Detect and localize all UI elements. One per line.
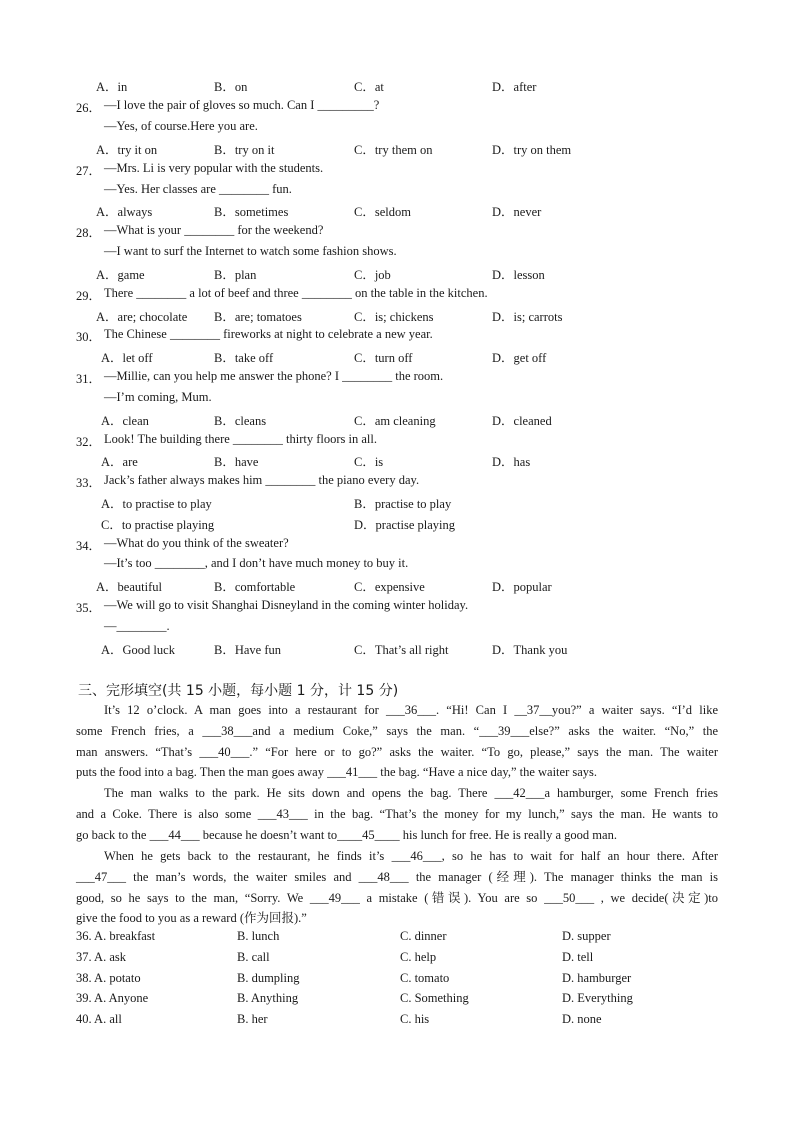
question-stem: —What do you think of the sweater?	[104, 536, 289, 550]
option: A．clean	[101, 414, 149, 428]
question-number: 34．	[76, 539, 102, 553]
option: A．beautiful	[96, 580, 162, 594]
option: D．after	[492, 80, 537, 94]
question-stem: The Chinese ________ fireworks at night to celebrate a new year.	[104, 327, 433, 341]
cloze-option: D. none	[562, 1012, 602, 1026]
cloze-option: B. Anything	[237, 991, 299, 1005]
question-number: 27．	[76, 164, 102, 178]
option: C．am cleaning	[354, 414, 436, 428]
option: D．get off	[492, 351, 547, 365]
passage-line: When he gets back to the restaurant, he finds it’s ___46___, so he has to wait for half an hour there. After	[104, 849, 718, 863]
option: A．in	[96, 80, 128, 94]
cloze-option: B. dumpling	[237, 971, 300, 985]
cloze-paragraph	[76, 700, 718, 783]
cloze-option: B. call	[237, 950, 270, 964]
passage-line: and a Coke. There is also some ___43___ in the bag. “That’s the money for my lunch,” says the man. He wants to	[76, 806, 718, 821]
option: C．at	[354, 80, 384, 94]
passage-line: It’s 12 o’clock. A man goes into a restaurant for ___36___. “Hi! Can I __37__you?” a waiter says. “I’d like	[104, 703, 718, 717]
cloze-paragraph	[76, 846, 718, 929]
option: B．try on it	[214, 143, 275, 157]
option: C．try them on	[354, 143, 433, 157]
passage-line: ___47___ the man’s words, the waiter smiles and ___48___ the manager (经理). The manager thinks the man is	[76, 869, 718, 884]
question-stem: Look! The building there ________ thirty floors in all.	[104, 432, 377, 446]
question-stem: —I love the pair of gloves so much. Can I _________?	[104, 98, 380, 112]
question-number: 32．	[76, 435, 102, 449]
question-stem-line: —________.	[104, 619, 170, 633]
question-stem: —What is your ________ for the weekend?	[104, 223, 324, 237]
passage-line: some French fries, a ___38___and a medium Coke,” says the man. “___39___else?” asks the waiter. “No,” the	[76, 723, 718, 738]
option: D．Thank you	[492, 643, 568, 657]
cloze-option: C. Something	[400, 991, 469, 1005]
option: A．let off	[101, 351, 153, 365]
option: B．cleans	[214, 414, 267, 428]
option: D．try on them	[492, 143, 572, 157]
question-number: 31．	[76, 372, 102, 386]
passage-line: The man walks to the park. He sits down and opens the bag. There ___42___a hamburger, some French fries	[104, 786, 718, 800]
option: C．That’s all right	[354, 643, 449, 657]
cloze-option: 40. A. all	[76, 1012, 122, 1026]
option: A．are	[101, 455, 138, 469]
question-stem-line: —I’m coming, Mum.	[104, 390, 212, 404]
cloze-option: D. tell	[562, 950, 594, 964]
question-stem: —Mrs. Li is very popular with the students.	[104, 161, 324, 175]
question-stem: There ________ a lot of beef and three ________ on the table in the kitchen.	[104, 286, 488, 300]
option: D．has	[492, 455, 531, 469]
question-stem-line: —I want to surf the Internet to watch some fashion shows.	[104, 244, 397, 258]
option: A．try it on	[96, 143, 158, 157]
option: B．sometimes	[214, 205, 289, 219]
option: C．is; chickens	[354, 310, 434, 324]
cloze-option: 36. A. breakfast	[76, 929, 156, 943]
option: C．is	[354, 455, 384, 469]
option: D．cleaned	[492, 414, 552, 428]
question-stem: —Millie, can you help me answer the phone? I ________ the room.	[104, 369, 444, 383]
option: A．are; chocolate	[96, 310, 188, 324]
cloze-paragraph	[76, 783, 718, 845]
passage-line: go back to the ___44___ because he doesn’t want to____45____ his lunch for free. He is really a good man.	[76, 827, 617, 842]
option: B．plan	[214, 268, 257, 282]
section-title: 三、完形填空(共 15 小题，每小题 1 分，计 15 分)	[78, 683, 399, 699]
option: B．on	[214, 80, 248, 94]
option: A．Good luck	[101, 643, 175, 657]
option: C．expensive	[354, 580, 425, 594]
option: A．game	[96, 268, 145, 282]
question-number: 33．	[76, 476, 102, 490]
question-number: 29．	[76, 289, 102, 303]
option: D．practise playing	[354, 518, 456, 532]
passage-line: give the food to you as a reward (作为回报).”	[76, 911, 307, 926]
question-number: 35．	[76, 601, 102, 615]
option: B．practise to play	[354, 497, 452, 511]
option: B．comfortable	[214, 580, 296, 594]
cloze-option: 38. A. potato	[76, 971, 141, 985]
passage-line: good, so he says to the man, “Sorry. We ___49___ a mistake (错误). You are so ___50___ , we decide(决定)to	[76, 890, 718, 905]
question-stem-line: —Yes, of course.Here you are.	[104, 119, 258, 133]
cloze-option: B. her	[237, 1012, 268, 1026]
option: D．never	[492, 205, 542, 219]
option: C．to practise playing	[101, 518, 215, 532]
cloze-option: C. tomato	[400, 971, 450, 985]
cloze-option: C. help	[400, 950, 437, 964]
option: C．turn off	[354, 351, 413, 365]
question-stem-line: —It’s too ________, and I don’t have much money to buy it.	[104, 556, 409, 570]
option: B．are; tomatoes	[214, 310, 302, 324]
question-number: 30．	[76, 330, 102, 344]
question-number: 26．	[76, 101, 102, 115]
cloze-option: D. supper	[562, 929, 611, 943]
cloze-option: D. Everything	[562, 991, 633, 1005]
cloze-option: D. hamburger	[562, 971, 632, 985]
passage-line: man answers. “That’s ___40___.” “For here or to go?” asks the waiter. “To go, please,” says the man. The waiter	[76, 744, 718, 759]
option: D．popular	[492, 580, 552, 594]
option: B．have	[214, 455, 259, 469]
cloze-option: C. dinner	[400, 929, 447, 943]
option: A．to practise to play	[101, 497, 212, 511]
question-stem: Jack’s father always makes him ________ the piano every day.	[104, 473, 420, 487]
question-number: 28．	[76, 226, 102, 240]
cloze-option: B. lunch	[237, 929, 280, 943]
cloze-option: 37. A. ask	[76, 950, 126, 964]
option: B．Have fun	[214, 643, 281, 657]
option: A．always	[96, 205, 153, 219]
option: C．job	[354, 268, 391, 282]
option: B．take off	[214, 351, 274, 365]
cloze-option: C. his	[400, 1012, 430, 1026]
option: C．seldom	[354, 205, 411, 219]
option: D．lesson	[492, 268, 545, 282]
passage-line: puts the food into a bag. Then the man goes away ___41___ the bag. “Have a nice day,” the waiter says.	[76, 765, 598, 780]
question-stem-line: —Yes. Her classes are ________ fun.	[104, 182, 292, 196]
question-stem: —We will go to visit Shanghai Disneyland in the coming winter holiday.	[104, 598, 469, 612]
option: D．is; carrots	[492, 310, 563, 324]
cloze-option: 39. A. Anyone	[76, 991, 149, 1005]
